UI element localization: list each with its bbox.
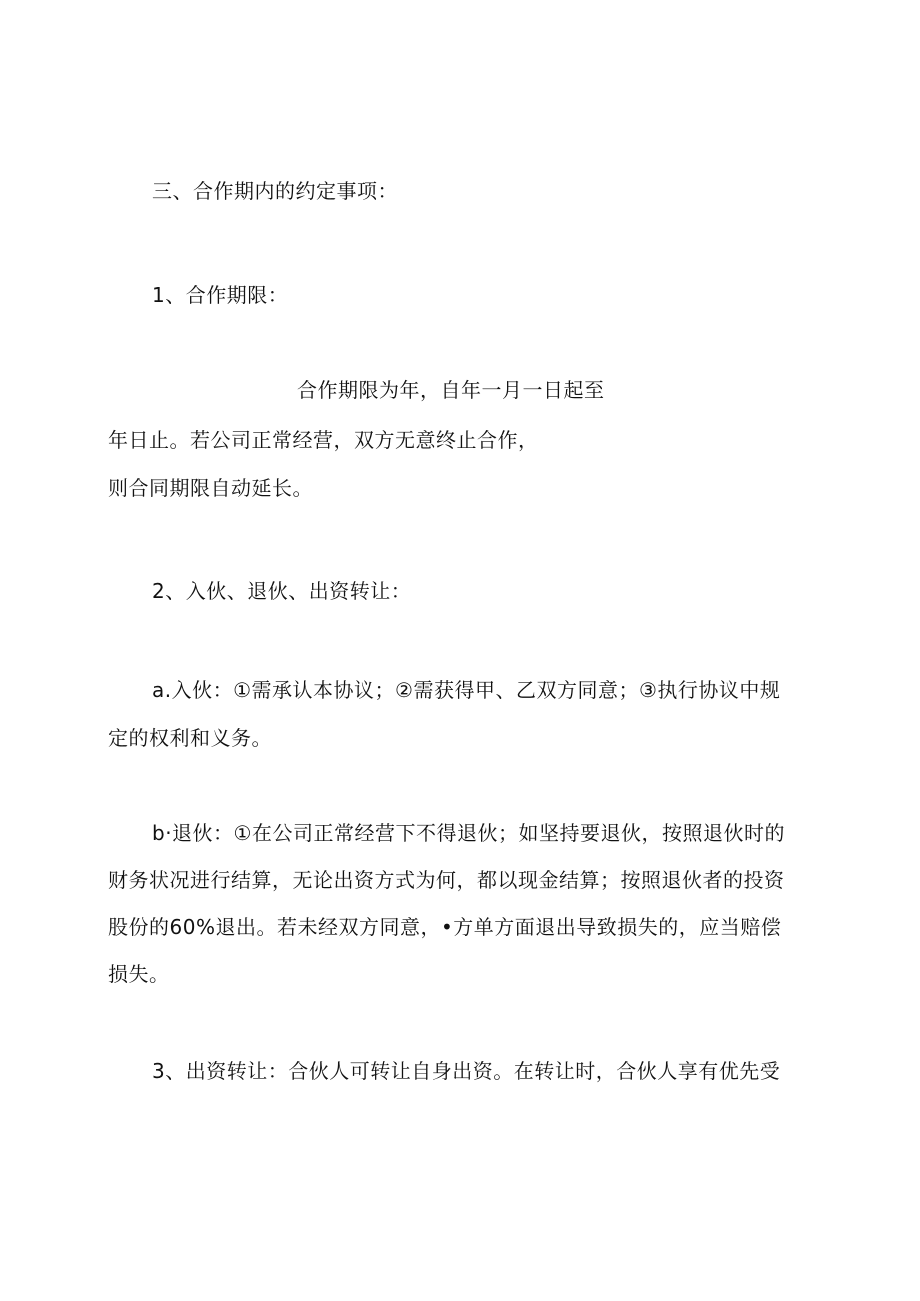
item2-a-line1: a.入伙：①需承认本协议；②需获得甲、乙双方同意；③执行协议中规 [152, 678, 781, 702]
item2-b-line4: 损失。 [108, 962, 170, 986]
item1-heading: 1、合作期限： [152, 283, 289, 307]
item2-b-line2: 财务状况进行结算，无论出资方式为何，都以现金结算；按照退伙者的投资 [108, 868, 785, 892]
item2-b-line3: 股份的60%退出。若未经双方同意，•方单方面退出导致损失的，应当赔偿 [108, 915, 782, 939]
item1-paragraph-line1: 合作期限为年，自年一月一日起至 [297, 378, 605, 402]
item3-line1: 3、出资转让：合伙人可转让自身出资。在转让时，合伙人享有优先受 [152, 1059, 781, 1083]
item1-paragraph-line3: 则合同期限自动延长。 [108, 476, 313, 500]
item2-heading: 2、入伙、退伙、出资转让： [152, 579, 412, 603]
item2-b-line1: b·退伙：①在公司正常经营下不得退伙；如坚持要退伙，按照退伙时的 [152, 821, 785, 845]
item2-a-line2: 定的权利和义务。 [108, 726, 272, 750]
item1-paragraph-line2: 年日止。若公司正常经营，双方无意终止合作， [108, 428, 539, 452]
section-heading: 三、合作期内的约定事项： [152, 179, 398, 203]
